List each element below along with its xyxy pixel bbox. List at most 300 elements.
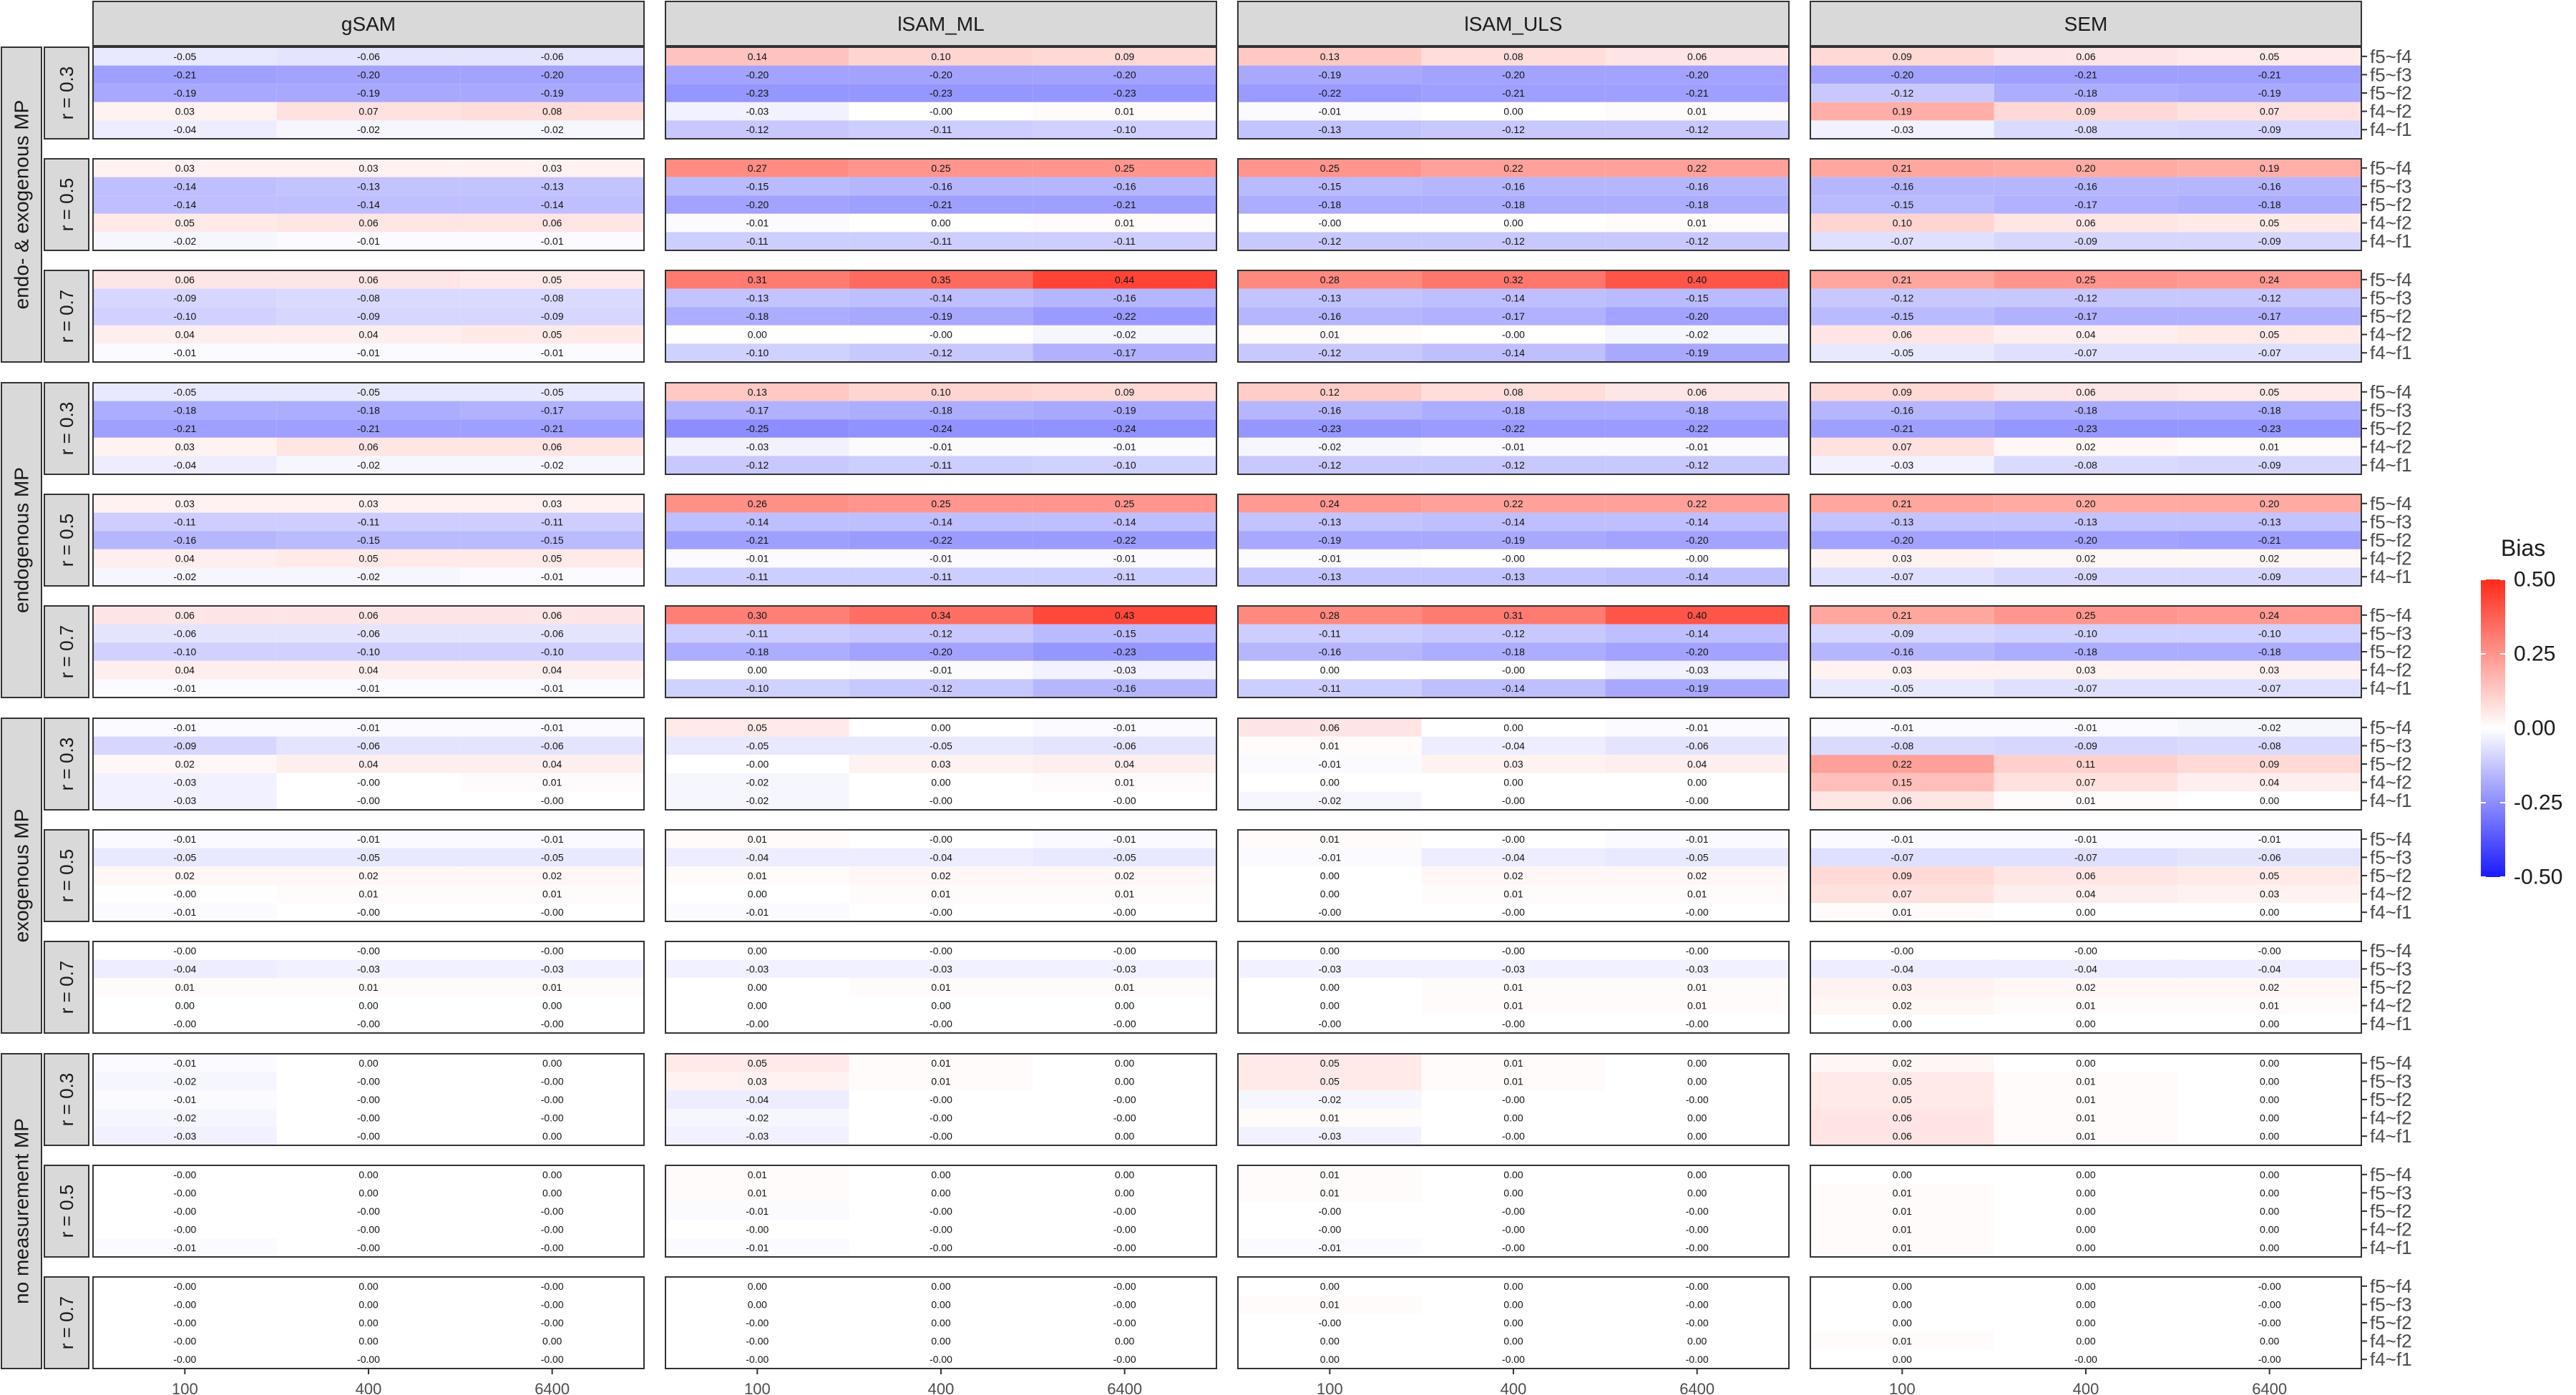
cell-value: -0.23 [1113,87,1136,99]
cell-value: -0.19 [1318,69,1342,81]
cell-value: -0.08 [540,292,564,304]
cell-value: 0.01 [2076,1075,2096,1087]
cell-value: -0.20 [1113,69,1136,81]
cell-value: 0.01 [542,776,562,788]
cell-value: 0.12 [1319,386,1340,398]
cell-value: 0.05 [2260,386,2280,398]
cell-value: 0.03 [358,162,379,174]
cell-value: 0.00 [931,1298,951,1311]
cell-value: -0.00 [1318,1018,1342,1030]
cell-value: 0.00 [747,999,767,1012]
cell-value: 0.02 [1503,870,1523,881]
panel-label: r = 0.3 [56,66,77,120]
cell-value: 0.09 [1892,386,1912,398]
cell-value: -0.15 [1685,292,1709,304]
cell-value: 0.00 [2076,1018,2096,1030]
cell-value: 0.25 [1115,497,1135,509]
cell-value: -0.21 [173,423,197,434]
cell-value: -0.02 [173,571,197,583]
cell-value: 0.03 [175,497,195,509]
cell-value: -0.13 [1318,292,1342,304]
cell-value: -0.05 [357,386,380,398]
cell-value: 0.01 [2076,1094,2096,1105]
cell-value: -0.07 [2074,682,2097,695]
cell-value: -0.18 [2074,87,2097,99]
cell-value: -0.00 [1113,1298,1136,1311]
cell-value: -0.00 [2258,1280,2281,1292]
cell-value: -0.09 [2074,740,2097,752]
cell-value: -0.11 [1318,627,1341,640]
cell-value: 0.08 [542,105,562,117]
cell-value: -0.00 [1113,1280,1136,1292]
cell-value: 0.01 [1115,982,1135,993]
cell-value: -0.10 [1113,459,1136,471]
cell-value: -0.23 [1318,423,1342,434]
cell-value: -0.12 [1502,235,1525,248]
y-tick-label: f5~f2 [2370,641,2412,662]
cell-value: 0.00 [2260,1094,2280,1105]
cell-value: -0.01 [540,682,564,695]
y-tick-label: f4~f2 [2370,100,2412,122]
cell-value: -0.20 [1685,646,1709,657]
cell-value: 0.03 [542,497,562,509]
cell-value: 0.02 [175,870,195,881]
cell-value: 0.02 [1115,870,1135,881]
cell-value: -0.01 [1113,833,1136,845]
cell-value: -0.00 [930,1112,952,1124]
cell-value: 0.01 [1892,906,1912,919]
cell-value: -0.04 [746,1094,769,1105]
cell-value: -0.21 [746,534,769,546]
cell-value: -0.01 [540,347,564,359]
legend-tick-label: 0.00 [2514,716,2556,740]
cell-value: -0.00 [930,1242,952,1254]
cell-value: 0.01 [1503,1075,1523,1087]
cell-value: -0.01 [1685,833,1709,845]
cell-value: 0.00 [1503,776,1523,788]
cell-value: 0.05 [2260,50,2280,62]
cell-value: 0.03 [1892,664,1912,676]
cell-value: -0.18 [2258,646,2281,657]
cell-value: 0.09 [2260,758,2280,770]
cell-value: 0.07 [1892,441,1912,453]
cell-value: -0.06 [357,627,380,640]
cell-value: -0.00 [357,1223,380,1235]
cell-value: -0.06 [540,627,564,640]
row-group-label: exogenous MP [10,808,33,943]
cell-value: -0.13 [1502,571,1525,583]
y-tick-label: f5~f4 [2370,1275,2412,1297]
cell-value: -0.19 [2258,87,2281,99]
cell-value: 0.06 [1892,1112,1912,1124]
column-label: lSAM_ML [897,13,985,35]
cell-value: 0.06 [175,273,195,285]
cell-value: -0.12 [1890,292,1914,304]
cell-value: -0.07 [2258,347,2281,359]
cell-value: 0.06 [175,609,195,621]
cell-value: 0.00 [358,999,379,1012]
cell-value: -0.06 [1685,740,1709,752]
cell-value: -0.03 [1318,963,1342,975]
cell-value: 0.02 [2076,552,2096,564]
cell-value: 0.21 [1892,273,1912,285]
cell-value: -0.01 [1318,758,1342,770]
cell-value: 0.03 [358,497,379,509]
cell-value: -0.01 [2074,833,2097,845]
cell-value: -0.05 [357,851,380,863]
cell-value: 0.01 [542,888,562,900]
cell-value: 0.01 [1503,982,1523,993]
cell-value: -0.18 [1685,404,1709,416]
cell-value: 0.19 [1892,105,1912,117]
cell-value: 0.01 [1687,217,1707,229]
cell-value: -0.22 [1685,423,1709,434]
cell-value: 0.03 [2260,888,2280,900]
cell-value: -0.00 [930,944,952,956]
cell-value: 0.15 [1892,776,1912,788]
cell-value: -0.08 [1890,740,1914,752]
cell-value: -0.03 [1685,664,1709,676]
cell-value: 0.01 [1687,999,1707,1012]
cell-value: 0.20 [2076,497,2096,509]
cell-value: -0.01 [173,906,197,919]
cell-value: -0.18 [930,404,952,416]
y-tick-label: f4~f1 [2370,119,2412,141]
cell-value: -0.22 [1113,310,1136,322]
cell-value: 0.02 [2076,441,2096,453]
cell-value: -0.00 [357,944,380,956]
cell-value: 0.02 [931,870,951,881]
y-tick-label: f5~f2 [2370,194,2412,215]
cell-value: -0.00 [1502,1094,1525,1105]
cell-value: 0.06 [358,441,379,453]
cell-value: 0.00 [1503,1112,1523,1124]
cell-value: -0.01 [1113,441,1136,453]
cell-value: -0.03 [540,963,564,975]
cell-value: -0.17 [746,404,769,416]
cell-value: 0.00 [747,328,767,341]
cell-value: -0.20 [930,646,952,657]
cell-value: 0.01 [2260,441,2280,453]
cell-value: 0.01 [358,888,379,900]
cell-value: 0.00 [1319,1280,1340,1292]
y-tick-label: f5~f4 [2370,604,2412,626]
cell-value: -0.00 [930,1094,952,1105]
cell-value: 0.00 [542,1335,562,1347]
cell-value: -0.00 [1685,1242,1709,1254]
cell-value: 0.00 [747,1298,767,1311]
cell-value: 0.01 [1319,328,1340,341]
cell-value: -0.00 [357,1112,380,1124]
cell-value: 0.06 [1892,328,1912,341]
cell-value: 0.00 [931,1335,951,1347]
y-tick-label: f5~f4 [2370,157,2412,179]
cell-value: 0.05 [1319,1075,1340,1087]
cell-value: 0.01 [2076,1112,2096,1124]
cell-value: 0.00 [1319,999,1340,1012]
cell-value: 0.00 [931,721,951,733]
cell-value: -0.14 [540,199,564,210]
cell-value: 0.05 [1892,1075,1912,1087]
x-tick-label: 100 [1888,1380,1916,1395]
cell-value: -0.03 [173,795,197,807]
y-tick-label: f5~f4 [2370,492,2412,514]
y-tick-label: f5~f4 [2370,939,2412,961]
y-tick-label: f5~f2 [2370,1200,2412,1222]
x-tick-label: 400 [1500,1380,1527,1395]
cell-value: -0.00 [746,1317,769,1328]
cell-value: 0.00 [1892,1280,1912,1292]
legend-tick-label: 0.25 [2514,642,2556,666]
cell-value: 0.01 [1503,888,1523,900]
panel-label: r = 0.5 [56,1184,77,1238]
cell-value: 0.08 [1503,386,1523,398]
cell-value: -0.11 [1113,571,1136,583]
cell-value: -0.00 [1890,944,1914,956]
cell-value: -0.00 [357,1354,380,1366]
cell-value: -0.13 [1890,516,1914,528]
cell-value: -0.17 [540,404,564,416]
panel-label: r = 0.7 [56,625,77,679]
cell-value: 0.00 [2260,1075,2280,1087]
cell-value: 0.13 [747,386,767,398]
cell-value: 0.05 [358,552,379,564]
cell-value: 0.01 [931,1057,951,1069]
cell-value: -0.00 [173,1187,197,1199]
cell-value: -0.04 [173,963,197,975]
cell-value: -0.00 [1113,1018,1136,1030]
cell-value: 0.00 [2260,1112,2280,1124]
cell-value: 0.06 [1687,50,1707,62]
cell-value: 0.02 [1892,1057,1912,1069]
row-group-label: endo- & exogenous MP [10,99,33,310]
cell-value: 0.02 [175,758,195,770]
row-group-label: no measurement MP [10,1118,33,1304]
cell-value: -0.04 [1502,851,1525,863]
cell-value: -0.11 [541,516,564,528]
column-label: lSAM_ULS [1464,13,1563,35]
cell-value: 0.04 [358,758,379,770]
cell-value: 0.02 [1892,999,1912,1012]
cell-value: -0.13 [1318,516,1342,528]
y-tick-label: f5~f4 [2370,828,2412,850]
cell-value: 0.01 [747,1187,767,1199]
x-tick-label: 6400 [535,1380,570,1395]
cell-value: 0.09 [2076,105,2096,117]
cell-value: 0.00 [1319,1354,1340,1366]
cell-value: 0.05 [542,328,562,341]
cell-value: 0.01 [2260,999,2280,1012]
cell-value: -0.00 [1318,1223,1342,1235]
cell-value: -0.21 [930,199,952,210]
cell-value: 0.06 [358,217,379,229]
cell-value: -0.00 [540,1298,564,1311]
cell-value: -0.20 [746,69,769,81]
panel-label: r = 0.7 [56,289,77,343]
cell-value: -0.18 [2258,404,2281,416]
cell-value: -0.00 [173,1354,197,1366]
cell-value: -0.00 [357,1205,380,1217]
cell-value: -0.00 [1318,217,1342,229]
cell-value: -0.14 [930,292,952,304]
cell-value: 0.00 [1115,1335,1135,1347]
y-tick-label: f5~f2 [2370,1089,2412,1110]
cell-value: -0.00 [930,1205,952,1217]
cell-value: -0.00 [746,1018,769,1030]
cell-value: -0.00 [930,1130,952,1142]
cell-value: 0.10 [931,50,951,62]
cell-value: -0.01 [1890,833,1914,845]
cell-value: -0.00 [173,1223,197,1235]
cell-value: -0.00 [930,1223,952,1235]
cell-value: 0.00 [358,1187,379,1199]
cell-value: 0.27 [747,162,767,174]
x-tick-label: 400 [2072,1380,2099,1395]
cell-value: -0.00 [1502,833,1525,845]
cell-value: -0.20 [1890,69,1914,81]
cell-value: 0.01 [1503,999,1523,1012]
cell-value: -0.14 [930,516,952,528]
cell-value: 0.04 [358,328,379,341]
legend-tick-label: 0.50 [2514,567,2556,592]
cell-value: -0.12 [1318,235,1342,248]
y-tick-label: f4~f1 [2370,1013,2412,1035]
cell-value: 0.06 [542,217,562,229]
cell-value: 0.00 [542,1130,562,1142]
cell-value: -0.05 [1685,851,1709,863]
cell-value: 0.01 [1892,1205,1912,1217]
cell-value: 0.01 [1503,1057,1523,1069]
cell-value: -0.10 [173,646,197,657]
cell-value: -0.02 [746,1112,769,1124]
cell-value: -0.16 [1113,292,1136,304]
y-tick-label: f4~f1 [2370,790,2412,812]
cell-value: 0.20 [2260,497,2280,509]
cell-value: -0.12 [1502,459,1525,471]
cell-value: 0.01 [1892,1223,1912,1235]
cell-value: -0.01 [746,1242,769,1254]
cell-value: -0.18 [1502,646,1525,657]
cell-value: 0.00 [1687,1187,1707,1199]
cell-value: 0.00 [1503,1335,1523,1347]
cell-value: -0.14 [1502,516,1525,528]
cell-value: -0.04 [746,851,769,863]
panel-label: r = 0.5 [56,513,77,567]
cell-value: -0.07 [2074,851,2097,863]
cell-value: 0.06 [1319,721,1340,733]
y-tick-label: f5~f3 [2370,175,2412,197]
cell-value: -0.23 [930,87,952,99]
y-tick-label: f5~f2 [2370,529,2412,551]
cell-value: 0.21 [1892,497,1912,509]
cell-value: -0.00 [930,1018,952,1030]
cell-value: -0.00 [173,1298,197,1311]
y-tick-label: f4~f2 [2370,323,2412,346]
cell-value: 0.06 [2076,386,2096,398]
cell-value: -0.02 [1113,328,1136,341]
cell-value: 0.00 [1319,888,1340,900]
cell-value: -0.01 [930,552,952,564]
cell-value: -0.04 [173,124,197,136]
cell-value: 0.05 [175,217,195,229]
cell-value: 0.03 [1503,758,1523,770]
cell-value: -0.00 [1685,1280,1709,1292]
cell-value: -0.03 [746,441,769,453]
cell-value: 0.03 [2260,664,2280,676]
cell-value: 0.03 [175,441,195,453]
cell-value: -0.14 [173,180,197,192]
cell-value: -0.14 [1685,627,1709,640]
cell-value: -0.16 [1318,646,1342,657]
cell-value: -0.12 [1502,124,1525,136]
cell-value: 0.04 [2260,776,2280,788]
cell-value: -0.13 [1318,571,1342,583]
cell-value: -0.05 [173,50,197,62]
cell-value: 0.21 [1892,162,1912,174]
cell-value: -0.07 [2074,347,2097,359]
cell-value: 0.10 [1892,217,1912,229]
cell-value: -0.18 [2074,404,2097,416]
cell-value: -0.10 [2074,627,2097,640]
cell-value: -0.11 [930,571,952,583]
cell-value: -0.20 [746,199,769,210]
cell-value: 0.03 [1892,982,1912,993]
cell-value: -0.12 [930,682,952,695]
cell-value: -0.06 [540,50,564,62]
cell-value: 0.01 [931,888,951,900]
cell-value: -0.00 [1502,1130,1525,1142]
cell-value: -0.20 [540,69,564,81]
cell-value: -0.00 [357,1018,380,1030]
cell-value: 0.24 [2260,609,2280,621]
cell-value: -0.10 [746,682,769,695]
y-tick-label: f5~f3 [2370,1070,2412,1092]
row-group-label: endogenous MP [10,467,33,613]
y-tick-label: f5~f3 [2370,846,2412,868]
cell-value: -0.03 [1318,1130,1342,1142]
y-tick-label: f4~f2 [2370,659,2412,681]
cell-value: 0.00 [1687,776,1707,788]
cell-value: 0.00 [1503,721,1523,733]
cell-value: 0.00 [2260,1242,2280,1254]
cell-value: -0.18 [746,646,769,657]
y-tick-label: f5~f2 [2370,976,2412,998]
cell-value: -0.09 [357,310,380,322]
cell-value: -0.00 [1113,1242,1136,1254]
y-tick-label: f5~f2 [2370,82,2412,104]
cell-value: 0.00 [2076,1057,2096,1069]
y-tick-label: f4~f2 [2370,1218,2412,1240]
cell-value: 0.14 [747,50,767,62]
y-tick-label: f4~f2 [2370,771,2412,793]
cell-value: -0.13 [2074,516,2097,528]
y-tick-label: f4~f2 [2370,994,2412,1017]
cell-value: -0.10 [2258,627,2281,640]
cell-value: -0.21 [1113,199,1136,210]
x-tick-label: 100 [171,1380,198,1395]
cell-value: -0.01 [930,441,952,453]
cell-value: -0.01 [173,1242,197,1254]
cell-value: 0.03 [175,162,195,174]
cell-value: -0.00 [1502,1018,1525,1030]
y-tick-label: f5~f4 [2370,716,2412,738]
cell-value: 0.05 [2260,328,2280,341]
cell-value: -0.09 [2258,571,2281,583]
cell-value: 0.06 [542,441,562,453]
cell-value: 0.00 [2076,1317,2096,1328]
cell-value: 0.01 [1115,217,1135,229]
cell-value: 0.44 [1115,273,1135,285]
